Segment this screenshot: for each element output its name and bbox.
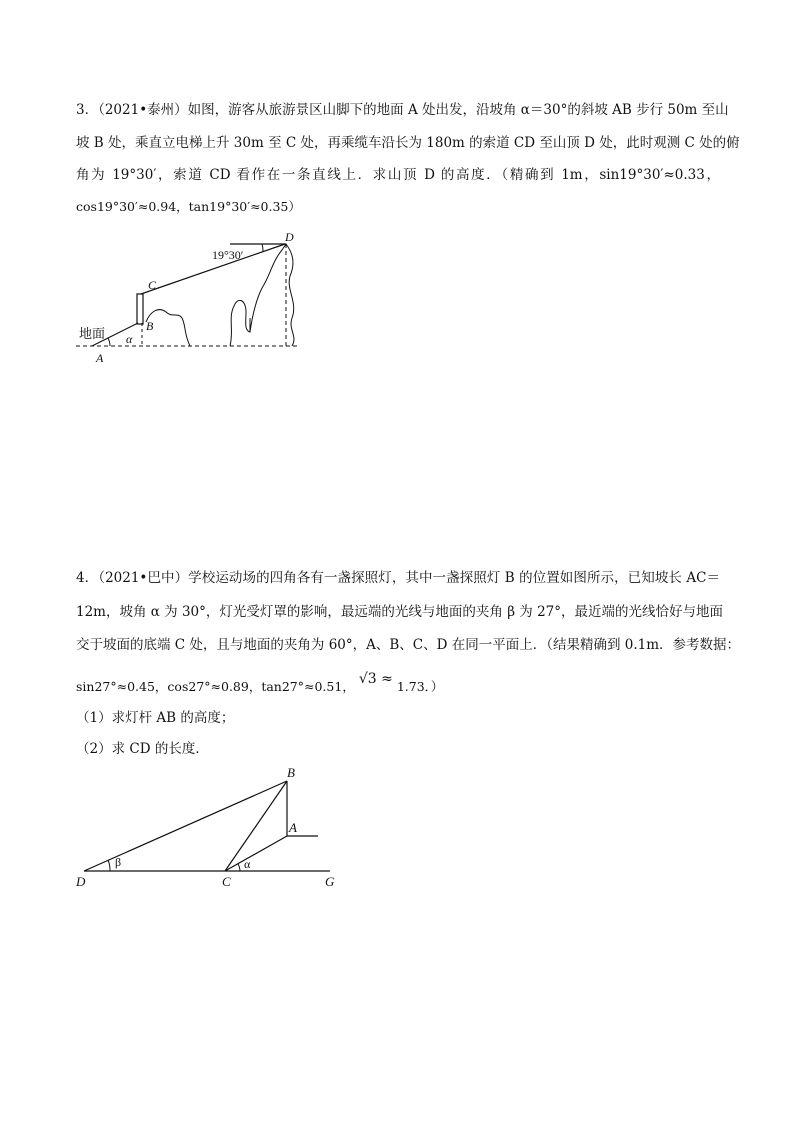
problem3-line-1: 3．（2021•泰州）如图，游客从旅游景区山脚下的地面 A 处出发，沿坡角 α＝30°的斜坡 AB 步行 50m 至山 [76, 102, 729, 118]
label-c4: C [222, 874, 231, 889]
label-g4: G [325, 874, 335, 889]
line-ca [225, 836, 287, 871]
label-beta: β [115, 855, 122, 869]
alpha-arc-4 [238, 864, 240, 871]
label-b4: B [287, 765, 295, 780]
sqrt3-symbol: √3 ≈ [358, 671, 393, 687]
problem3-line-4: cos19°30′≈0.94，tan19°30′≈0.35） [76, 199, 301, 214]
label-d4: D [76, 874, 86, 889]
problem4-question-2: （2）求 CD 的长度． [76, 741, 209, 757]
problem4-line-3: 交于坡面的底端 C 处，且与地面的夹角为 60°，A、B、C、D 在同一平面上．（结果精确到 0.1m．参考数据： [76, 637, 741, 653]
reference-data-trig: sin27°≈0.45，cos27°≈0.89，tan27°≈0.51， [76, 679, 355, 694]
label-c: C [148, 278, 157, 292]
problem4-line-2: 12m，坡角 α 为 30°，灯光受灯罩的影响，最远端的光线与地面的夹角 β 为 27°，最近端的光线恰好与地面 [76, 604, 724, 620]
sqrt3-value: 1.73．） [396, 679, 444, 694]
label-alpha: α [126, 332, 133, 346]
problem3-line-2: 坡 B 处，乘直立电梯上升 30m 至 C 处，再乘缆车沿长为 180m 的索道 CD 至山顶 D 处，此时观测 C 处的俯 [76, 135, 740, 151]
angle-label-19-30: 19°30′ [212, 248, 244, 262]
label-b: B [146, 319, 154, 333]
label-alpha4: α [244, 857, 251, 871]
problem3-line-3: 角为 19°30′，索道 CD 看作在一条直线上．求山顶 D 的高度．（精确到 1m，sin19°30′≈0.33， [76, 167, 720, 183]
beta-arc [108, 860, 110, 871]
ground-label: 地面 [79, 327, 106, 342]
label-a: A [96, 351, 104, 365]
problem4-line-1: 4．（2021•巴中）学校运动场的四角各有一盏探照灯，其中一盏探照灯 B 的位置如图所示，已知坡长 AC＝ [76, 570, 720, 586]
problem4-question-1: （1）求灯杆 AB 的高度； [76, 710, 235, 726]
label-a4: A [289, 820, 297, 835]
label-d: D [285, 230, 294, 244]
